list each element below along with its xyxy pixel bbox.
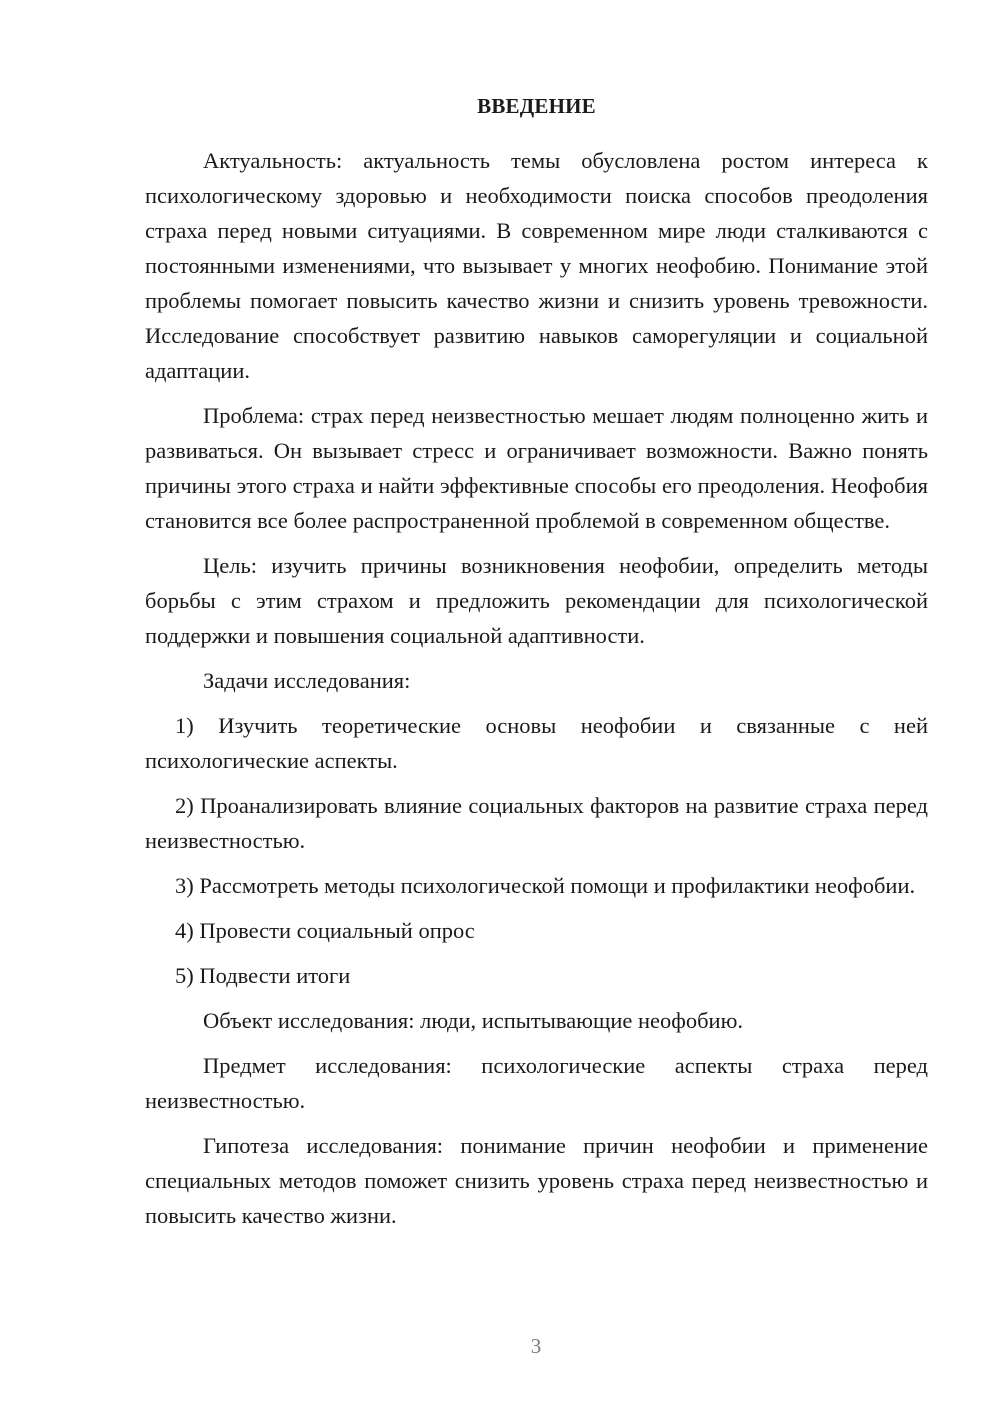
research-subject-paragraph: Предмет исследования: психологические аспекты страха перед неизвестностью. (145, 1053, 928, 1113)
research-object-paragraph: Объект исследования: люди, испытывающие неофобию. (203, 1008, 743, 1033)
document-body (145, 143, 928, 1243)
page-heading: ВВЕДЕНИЕ (477, 94, 596, 118)
task-item-5: 5) Подвести итоги (175, 963, 351, 988)
problem-paragraph: Проблема: страх перед неизвестностью мешает людям полноценно жить и развиваться. Он вызывает стресс и ограничивает возможности. Важно понять причины этого страха и найти эффективные способы его преодоления. Неофобия становится все более распространенной проблемой в современном обществе. (145, 403, 928, 533)
relevance-paragraph: Актуальность: актуальность темы обусловлена ростом интереса к психологическому здоровью и необходимости поиска способов преодоления страха перед новыми ситуациями. В современном мире люди сталкиваются с постоянными изменениями, что вызывает у многих неофобию. Понимание этой проблемы помогает повысить качество жизни и снизить уровень тревожности. Исследование способствует развитию навыков саморегуляции и социальной адаптации. (145, 148, 928, 383)
page-number: 3 (530, 1334, 542, 1358)
task-item-2: 2) Проанализировать влияние социальных факторов на развитие страха перед неизвестностью. (145, 793, 928, 853)
hypothesis-paragraph: Гипотеза исследования: понимание причин неофобии и применение специальных методов поможет снизить уровень страха перед неизвестностью и повысить качество жизни. (145, 1133, 928, 1228)
goal-paragraph: Цель: изучить причины возникновения неофобии, определить методы борьбы с этим страхом и предложить рекомендации для психологической поддержки и повышения социальной адаптивности. (145, 553, 928, 648)
task-item-4: 4) Провести социальный опрос (175, 918, 475, 943)
task-item-1: 1) Изучить теоретические основы неофобии и связанные с ней психологические аспекты. (145, 713, 928, 773)
tasks-title: Задачи исследования: (203, 668, 411, 693)
task-item-3: 3) Рассмотреть методы психологической помощи и профилактики неофобии. (175, 873, 916, 898)
